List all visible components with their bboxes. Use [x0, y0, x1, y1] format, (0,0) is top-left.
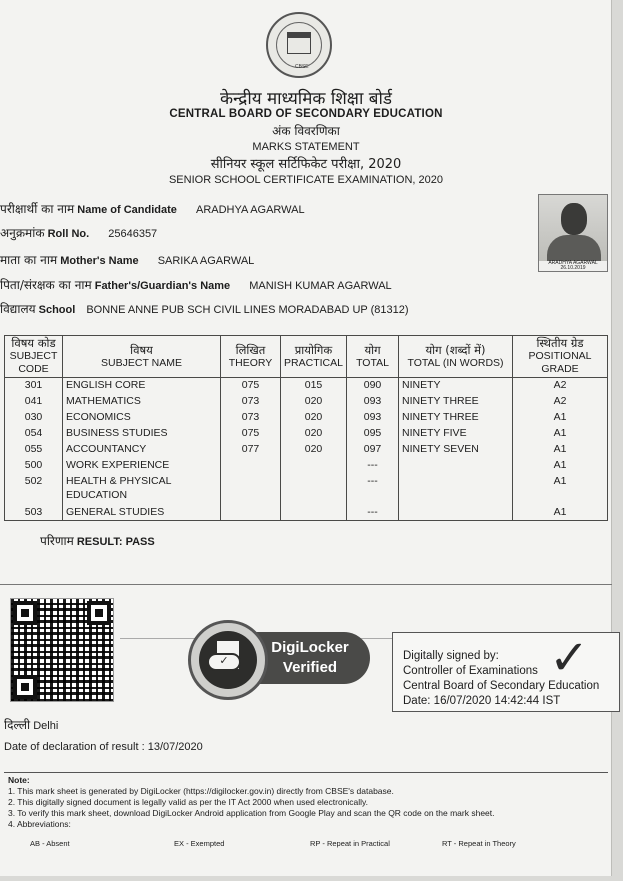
table-row: 030 ECONOMICS 073 020 093 NINETY THREE A1	[5, 410, 608, 426]
school-row: विद्यालय School BONNE ANNE PUB SCH CIVIL LINES MORADABAD UP (81312)	[0, 302, 409, 316]
board-name-hindi: केन्द्रीय माध्यमिक शिक्षा बोर्ड	[219, 89, 393, 109]
table-row: 055 ACCOUNTANCY 077 020 097 NINETY SEVEN A1	[5, 442, 608, 458]
badge-line1: DigiLocker	[271, 639, 349, 656]
table-row: 041 MATHEMATICS 073 020 093 NINETY THREE A2	[5, 394, 608, 410]
place: दिल्ली Delhi	[4, 718, 59, 732]
digilocker-icon: ✓	[188, 620, 268, 700]
note-item: 2. This digitally signed document is legally valid as per the IT Act 2000 when used electronically.	[8, 797, 369, 807]
note-item: 4. Abbreviations:	[8, 819, 71, 829]
exam-name-hindi: सीनियर स्कूल सर्टिफिकेट परीक्षा, 2020	[210, 157, 402, 172]
marks-statement-hindi: अंक विवरणिका	[272, 124, 340, 138]
table-row: 301 ENGLISH CORE 075 015 090 NINETY A2	[5, 378, 608, 394]
exam-name: SENIOR SCHOOL CERTIFICATE EXAMINATION, 2020	[168, 174, 444, 186]
school-name: BONNE ANNE PUB SCH CIVIL LINES MORADABAD UP (81312)	[86, 304, 409, 316]
photo-date: 26.10.2019	[560, 265, 586, 271]
mother-name-row: माता का नाम Mother's Name SARIKA AGARWAL	[0, 253, 255, 267]
photo-caption: ARADHYA AGARWAL	[548, 260, 598, 266]
marks-table	[4, 335, 608, 521]
digilocker-verified-badge	[188, 620, 372, 700]
abbreviation: AB - Absent	[30, 839, 70, 848]
declaration-date-line: Date of declaration of result : 13/07/2020	[4, 741, 203, 753]
candidate-name-row: परीक्षार्थी का नाम Name of Candidate ARADHYA AGARWAL	[0, 202, 305, 216]
board-name: CENTRAL BOARD OF SECONDARY EDUCATION	[169, 108, 443, 120]
col-total: योग TOTAL	[347, 336, 399, 378]
checkmark-icon: ✓	[549, 632, 590, 685]
digital-signature-box	[392, 632, 620, 712]
divider	[0, 584, 612, 585]
mother-name: SARIKA AGARWAL	[157, 255, 255, 267]
abbreviation: EX - Exempted	[174, 839, 225, 848]
signer-title: Controller of Examinations	[403, 665, 538, 677]
father-name: MANISH KUMAR AGARWAL	[249, 280, 392, 292]
result-value: PASS	[125, 536, 155, 548]
note-item: 1. This mark sheet is generated by DigiLocker (https://digilocker.gov.in) directly from CBSE's database.	[8, 786, 394, 796]
col-positional-grade: स्थितीय ग्रेड POSITIONAL GRADE	[513, 336, 608, 378]
table-row: 054 BUSINESS STUDIES 075 020 095 NINETY FIVE A1	[5, 426, 608, 442]
signed-by: Digitally signed by:	[403, 650, 499, 662]
col-theory: लिखित THEORY	[221, 336, 281, 378]
table-row: 502 HEALTH & PHYSICAL EDUCATION --- A1	[5, 474, 608, 505]
roll-number-row: अनुक्रमांक Roll No. 25646357	[0, 226, 158, 240]
candidate-photo	[538, 194, 608, 272]
result-line: परिणाम RESULT: PASS	[40, 534, 155, 548]
declaration-date: 13/07/2020	[147, 741, 203, 753]
candidate-name: ARADHYA AGARWAL	[195, 204, 305, 216]
qr-code	[10, 598, 114, 702]
notes-title: Note:	[8, 775, 30, 785]
marks-statement-title: MARKS STATEMENT	[252, 141, 360, 153]
roll-number: 25646357	[108, 228, 158, 240]
note-item: 3. To verify this mark sheet, download DigiLocker Android application from Google Play and scan the QR code on the mark sheet.	[8, 808, 495, 818]
col-subject-name: विषय SUBJECT NAME	[63, 336, 221, 378]
cbse-logo-icon	[266, 12, 332, 78]
col-subject-code: विषय कोड SUBJECT CODE	[5, 336, 63, 378]
table-row: 503 GENERAL STUDIES --- A1	[5, 505, 608, 521]
signature-date: Date: 16/07/2020 14:42:44 IST	[403, 695, 561, 707]
father-name-row: पिता/संरक्षक का नाम Father's/Guardian's Name MANISH KUMAR AGARWAL	[0, 278, 392, 292]
badge-line2: Verified	[282, 659, 338, 676]
logo-text: CBSE	[295, 64, 309, 70]
col-practical: प्रायोगिक PRACTICAL	[281, 336, 347, 378]
abbreviation: RP - Repeat in Practical	[310, 839, 390, 848]
signer-board: Central Board of Secondary Education	[403, 680, 600, 692]
col-total-words: योग (शब्दों में) TOTAL (IN WORDS)	[399, 336, 513, 378]
abbreviation: RT - Repeat in Theory	[442, 839, 516, 848]
table-row: 500 WORK EXPERIENCE --- A1	[5, 458, 608, 474]
notes-section	[4, 772, 608, 876]
